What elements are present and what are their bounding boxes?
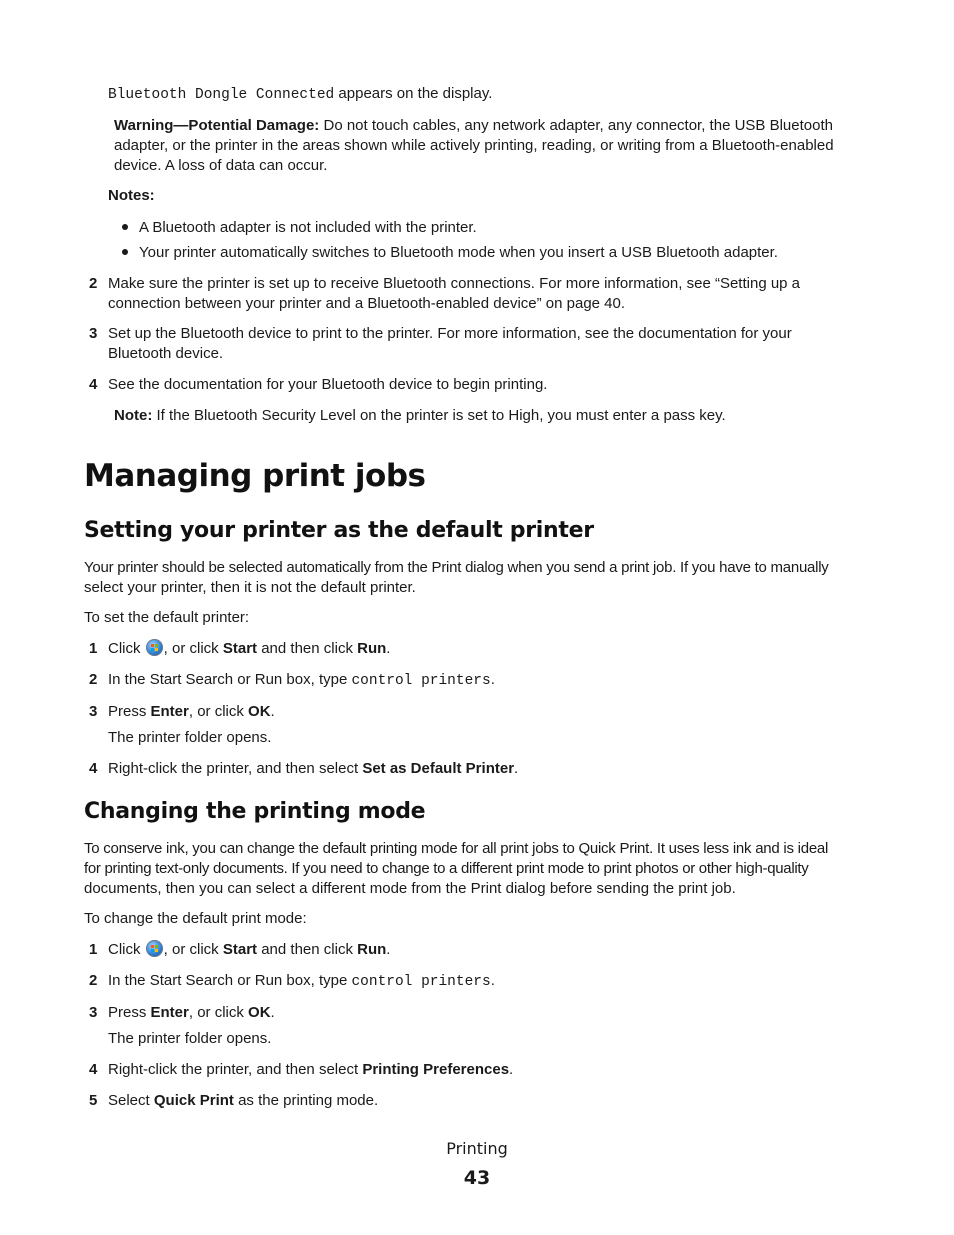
section-title: Managing print jobs (84, 458, 426, 494)
step-number: 4 (89, 376, 98, 393)
page-number: 43 (463, 1167, 491, 1189)
windows-start-orb-icon (146, 940, 163, 957)
command-code: control printers (351, 673, 491, 689)
step-number: 5 (89, 1092, 98, 1109)
step-text: Press Enter, or click OK. (108, 703, 275, 720)
security-note: Note: If the Bluetooth Security Level on the printer is set to High, you must enter a pass key. (114, 407, 726, 424)
paragraph-line: Your printer should be selected automatically from the Print dialog when you send a print job. If you have to manually (84, 559, 829, 576)
warning-line-2: adapter, or the printer in the areas shown while actively printing, reading, or writing from a Bluetooth-enabled (114, 137, 834, 154)
warning-line-1: Warning—Potential Damage: Do not touch cables, any network adapter, any connector, the USB Bluetooth (114, 117, 833, 134)
bullet-icon (122, 249, 128, 255)
subsection-heading: Setting your printer as the default printer (84, 518, 594, 543)
command-code: control printers (351, 974, 491, 990)
paragraph-line: To conserve ink, you can change the default printing mode for all print jobs to Quick Print. It uses less ink and is ideal (84, 840, 829, 857)
display-suffix: appears on the display. (338, 85, 493, 102)
step-text: Right-click the printer, and then select Set as Default Printer. (108, 760, 519, 777)
step-number: 3 (89, 325, 98, 342)
step-number: 2 (89, 972, 98, 989)
step-number: 1 (89, 941, 98, 958)
paragraph-line: documents, then you can select a different mode from the Print dialog before sending the print job. (84, 880, 736, 897)
windows-start-orb-icon (146, 639, 163, 656)
step-text: Press Enter, or click OK. (108, 1004, 275, 1021)
step-text: Select Quick Print as the printing mode. (108, 1092, 379, 1109)
step-number: 3 (89, 1004, 98, 1021)
step-number: 3 (89, 703, 98, 720)
step-number: 2 (89, 671, 98, 688)
footer-chapter: Printing (446, 1139, 508, 1158)
note-item: A Bluetooth adapter is not included with the printer. (139, 219, 477, 236)
note-item: Your printer automatically switches to Bluetooth mode when you insert a USB Bluetooth adapter. (139, 244, 778, 261)
warning-label: Warning—Potential Damage: (114, 117, 320, 134)
step-number: 4 (89, 1061, 98, 1078)
step-text: connection between your printer and a Bluetooth-enabled device” on page 40. (108, 295, 626, 312)
step-number: 1 (89, 640, 98, 657)
step-text: In the Start Search or Run box, type control printers. (108, 671, 495, 689)
step-text: In the Start Search or Run box, type control printers. (108, 972, 495, 990)
lead-text: To set the default printer: (84, 609, 250, 626)
step-text: Make sure the printer is set up to receive Bluetooth connections. For more information, see “Setting up a (108, 275, 801, 292)
paragraph-line: select your printer, then it is not the default printer. (84, 579, 416, 596)
bullet-icon (122, 224, 128, 230)
paragraph-line: for printing text-only documents. If you need to change to a different print mode to print photos or other high-quality (84, 860, 809, 877)
warning-line-3: device. A loss of data can occur. (114, 157, 328, 174)
step-text: Bluetooth device. (108, 345, 224, 362)
display-message (108, 84, 492, 105)
display-code: Bluetooth Dongle Connected (108, 87, 335, 103)
step-text: Click , or click Start and then click Run. (108, 941, 391, 958)
subsection-heading: Changing the printing mode (84, 799, 426, 824)
notes-label: Notes: (108, 187, 155, 204)
step-text: See the documentation for your Bluetooth device to begin printing. (108, 376, 548, 393)
step-number: 2 (89, 275, 98, 292)
step-text: Right-click the printer, and then select Printing Preferences. (108, 1061, 514, 1078)
step-text: Set up the Bluetooth device to print to the printer. For more information, see the documentation for your (108, 325, 792, 342)
step-text: Click , or click Start and then click Run. (108, 640, 391, 657)
note-label: Note: (114, 407, 153, 424)
step-result: The printer folder opens. (108, 729, 272, 746)
step-number: 4 (89, 760, 98, 777)
step-result: The printer folder opens. (108, 1030, 272, 1047)
lead-text: To change the default print mode: (84, 910, 307, 927)
